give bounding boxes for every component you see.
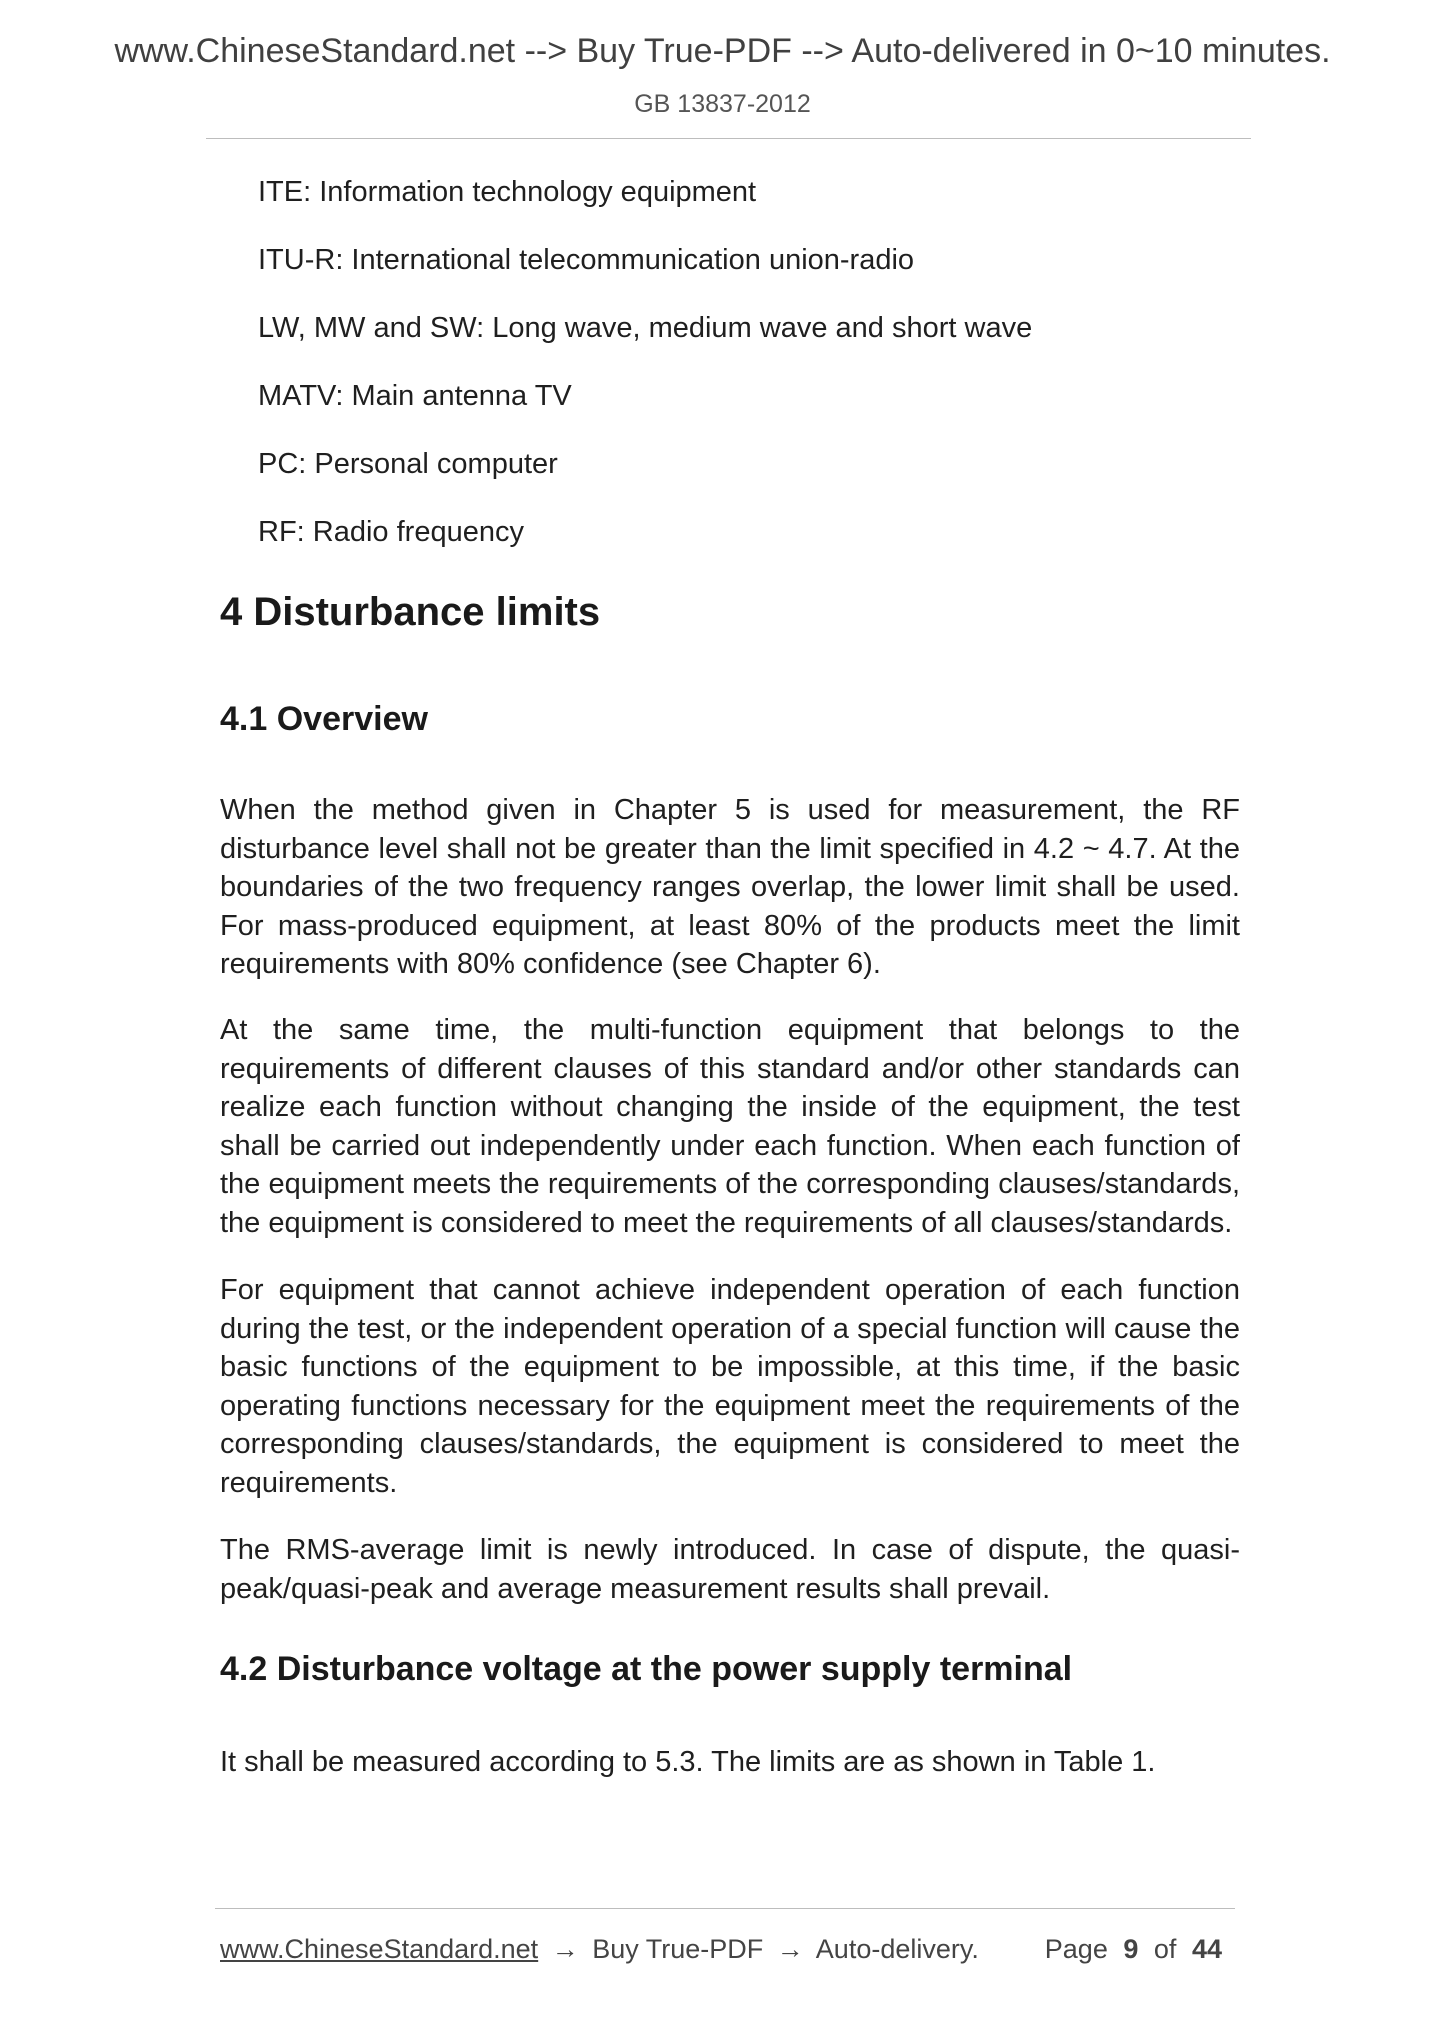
abbreviation-pc: PC: Personal computer — [258, 448, 558, 480]
of-label: of — [1153, 1934, 1177, 1964]
header-banner: www.ChineseStandard.net --> Buy True-PDF --> Auto-delivered in 0~10 minutes. — [114, 32, 1331, 70]
section-4-title: 4 Disturbance limits — [220, 590, 601, 634]
arrow-right-icon: → — [551, 1934, 579, 1964]
page-number: 9 — [1123, 1934, 1139, 1964]
abbreviation-lw-mw-sw: LW, MW and SW: Long wave, medium wave and short wave — [258, 312, 1033, 344]
footer-promo — [220, 1934, 979, 1965]
page-total: 44 — [1191, 1934, 1222, 1964]
abbreviation-ite: ITE: Information technology equipment — [258, 176, 757, 208]
overview-paragraph-2: At the same time, the multi-function equipment that belongs to the requirements of different clauses of this standard and/or other standards can realize each function without changing the inside of the equipment, the test shall be carried out independently under each function. When each function of the equipment meets the requirements of the corresponding clauses/standards, the equipment is considered to meet the requirements of all clauses/standards. — [220, 1014, 1240, 1239]
section-4-2-paragraph: It shall be measured according to 5.3. The limits are as shown in Table 1. — [220, 1746, 1156, 1778]
footer-delivery-text: Auto-delivery. — [815, 1934, 979, 1964]
section-4-2-title: 4.2 Disturbance voltage at the power supply terminal — [220, 1650, 1073, 1688]
arrow-right-icon: → — [776, 1934, 804, 1964]
section-4-1-title: 4.1 Overview — [220, 700, 428, 738]
page-label: Page — [1044, 1934, 1108, 1964]
standard-code: GB 13837-2012 — [634, 90, 811, 118]
abbreviation-rf: RF: Radio frequency — [258, 516, 524, 548]
footer-buy-text: Buy True-PDF — [592, 1934, 764, 1964]
abbreviation-itu-r: ITU-R: International telecommunication union-radio — [258, 244, 915, 276]
overview-paragraph-4: The RMS-average limit is newly introduced. In case of dispute, the quasi-peak/quasi-peak and average measurement results shall prevail. — [220, 1534, 1240, 1605]
footer-divider — [215, 1908, 1235, 1909]
overview-paragraph-3: For equipment that cannot achieve independent operation of each function during the test, or the independent operation of a special function will cause the basic functions of the equipment to be impossible, at this time, if the basic operating functions necessary for the equipment meet the requirements of the corresponding clauses/standards, the equipment is considered to meet the requirements. — [220, 1274, 1240, 1499]
overview-paragraph-1: When the method given in Chapter 5 is used for measurement, the RF disturbance level shall not be greater than the limit specified in 4.2 ~ 4.7. At the boundaries of the two frequency ranges overlap, the lower limit shall be used. For mass-produced equipment, at least 80% of the products meet the limit requirements with 80% confidence (see Chapter 6). — [220, 794, 1240, 981]
page-indicator — [1045, 1934, 1230, 1965]
footer-site-link[interactable]: www.ChineseStandard.net — [220, 1934, 539, 1964]
abbreviation-matv: MATV: Main antenna TV — [258, 380, 572, 412]
abbreviation-list — [258, 172, 1032, 580]
header-divider — [206, 138, 1251, 139]
